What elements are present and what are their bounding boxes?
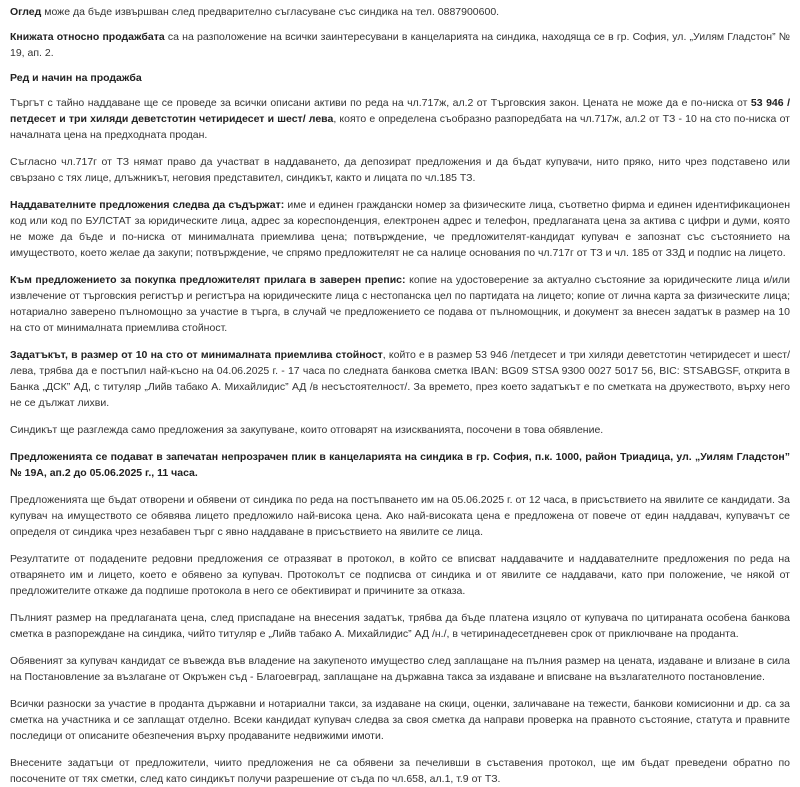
paragraph-ineligible-bidders (10, 154, 790, 186)
paragraph-bid-contents (10, 197, 790, 261)
deposit-text: , който е в размер 53 946 /петдесет и три хиляди деветстотин четиридесет и шест/ лева, трябва да е постъпил най-късно на 04.06.2025 г. - 17 часа по следната банкова сметка IBAN: BG09 STSA 9300 0027 5017 56, BIC: STSABGSF, открита в Банка „ДСК” АД, с титуляр „Лийв табако А. Михайлидис” АД /в несъстоятелност/. За времето, през което задатъкът е по сметката на дружеството, върху него не се дължат лихви. (10, 349, 791, 409)
payment-text: Пълният размер на предлаганата цена, след приспадане на внесения задатък, трябва да бъде платена изцяло от купувача по цитираната особена банкова сметка в разпореждане на синдика, чийто титуляр е „Лийв табако А. Михайлидис” АД /н./, в четиринадесетдневен срок от приключване на проданта. (10, 612, 790, 640)
documents-text: са на разположение на всички заинтересувани в канцеларията на синдика, находяща се в гр. София, ул. „Уилям Гладстон” № 19, ап. 2. (10, 31, 790, 59)
ineligible-bidders-text: Съгласно чл.717г от ТЗ нямат право да участват в наддаването, да депозират предложения и да бъдат купувачи, нито пряко, нито чрез подставено или свързано с тях лице, длъжникът, неговия представител, синдикът, както и лицата по чл.185 ТЗ. (10, 156, 790, 184)
paragraph-payment (10, 610, 790, 642)
paragraph-protocol (10, 551, 790, 599)
bid-contents-heading: Наддавателните предложения следва да съдържат: (10, 199, 285, 211)
minimum-price-amount: 53 946 /петдесет и три хиляди деветстотин четиридесет и шест/ лева (10, 97, 790, 125)
opening-text: Предложенията ще бъдат отворени и обявени от синдика по реда на постъпването им на 05.06.2025 г. от 12 часа, в присъствието на явилите се кандидати. За купувач на имуществото се обявява лицето предложило най-висока цена. Ако най-високата цена е предложена от повече от един наддавач, купувачът се определя от синдика чрез незабавен търг с явно наддаване в присъствието на явилите се лица. (10, 494, 790, 538)
paragraph-auction-price (10, 95, 790, 143)
bid-contents-text: име и единен граждански номер за физическите лица, съответно фирма и единен идентификационен код или код по БУЛСТАТ за юридическите лица, адрес за кореспонденция, електронен адрес и телефон, предлаганата цена за актива с цифри и думи, която не може да бъде и по-ниска от минималната приемлива цена; потвърждение, че предложителят-кандидат купувач е запознат със състоянието на имуществото, което желае да закупи; потвърждение, че спрямо предложителят не са налице основания по чл.717г от ТЗ и чл. 185 от ЗЗД и подпис на лицето. (10, 199, 790, 259)
paragraph-expenses (10, 696, 790, 744)
possession-text: Обявеният за купувач кандидат се въвежда във владение на закупеното имущество след заплащане на пълния размер на цената, издаване и влизане в сила на Постановление за възлагане от Окръжен съд - Благоевград, заплащане на държавна такса за издаване и вписване на възлагателното постановление. (10, 655, 790, 683)
paragraph-opening (10, 492, 790, 540)
protocol-text: Резултатите от подадените редовни предложения се отразяват в протокол, в който се вписват наддавачите и наддавателните предложения по реда на отварянето им и лицето, което е обявено за купувач. Протоколът се подписва от синдика и от явилите се наддавачи, като при положение, че някой от предложителите откаже да подпише протокола в него се обективират и причините за отказа. (10, 553, 790, 597)
viewing-heading: Оглед (10, 6, 42, 18)
paragraph-documents (10, 29, 790, 61)
viewing-text: може да бъде извършван след предварително съгласуване със синдика на тел. 0887900600. (41, 6, 500, 18)
paragraph-deposit (10, 347, 790, 411)
submission-text: Предложенията се подават в запечатан непрозрачен плик в канцеларията на синдика в гр. София, п.к. 1000, район Триадица, ул. „Уилям Гладстон” № 19А, ап.2 до 05.06.2025 г., 11 часа. (10, 451, 790, 479)
auction-price-text-2: , която е определена съобразно разпоредбата на чл.717ж, ал.2 от ТЗ - 10 на сто по-ниска от началната цена на предходната продан. (10, 113, 790, 141)
documents-heading: Книжата относно продажбата (10, 31, 165, 43)
paragraph-eligible-offers (10, 422, 790, 438)
refund-text: Внесените задатъци от предложители, чиито предложения не са обявени за печеливши в съставения протокол, ще им бъдат преведени обратно по посочените от тях сметки, след като синдикът получи разрешение от съда по чл.658, ал.1, т.9 от ТЗ. (10, 757, 790, 785)
paragraph-viewing (10, 4, 790, 20)
paragraph-sale-procedure-heading (10, 70, 790, 86)
expenses-text: Всички разноски за участие в проданта държавни и нотариални такси, за издаване на скици, оценки, заличаване на тежести, банкови комисионни и др. са за сметка на участника и се заплащат отделно. Всеки кандидат купувач следва за своя сметка да направи проверка на правното състояние, статута и правните последици от описаните обезпечения върху продаваните недвижими имоти. (10, 698, 790, 742)
auction-price-text-1: Търгът с тайно наддаване ще се проведе за всички описани активи по реда на чл.717ж, ал.2 от Търговския закон. Цената не може да е по-ниска от (10, 97, 751, 109)
paragraph-refund (10, 755, 790, 787)
attachments-text: копие на удостоверение за актуално състояние за юридическите лица и/или извлечение от търговския регистър и регистъра на юридическите лица с нестопанска цел по партидата на лицето; копие от лична карта за физическите лица; нотариално заверено пълномощно за участие в търга, в случай че предложението се подава от пълномощник, и документ за внесен задатък в размер на 10 на сто от минималната приемлива стойност. (10, 274, 791, 334)
eligible-offers-text: Синдикът ще разглежда само предложения за закупуване, които отговарят на изискванията, посочени в това обявление. (10, 424, 604, 436)
paragraph-submission (10, 449, 790, 481)
deposit-heading: Задатъкът, в размер от 10 на сто от минималната приемлива стойност (10, 349, 383, 361)
attachments-heading: Към предложението за покупка предложителят прилага в заверен препис: (10, 274, 406, 286)
sale-procedure-heading: Ред и начин на продажба (10, 72, 142, 84)
paragraph-possession (10, 653, 790, 685)
paragraph-attachments (10, 272, 790, 336)
